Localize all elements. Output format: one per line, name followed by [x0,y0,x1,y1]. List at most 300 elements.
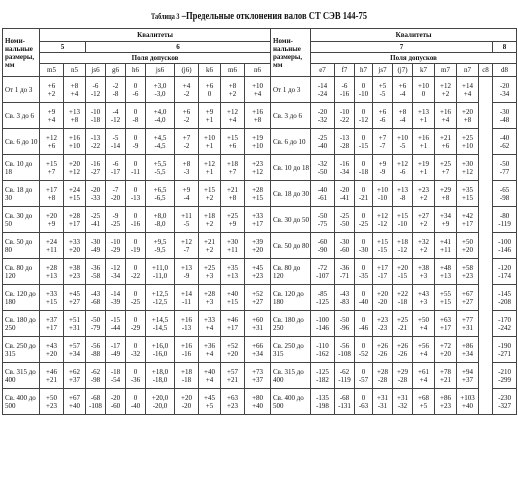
deviation-cell: -43 -83 [335,285,355,311]
deviation-cell: -100 -146 [311,311,335,337]
table-row [3,155,271,181]
field-label: (j7) [393,64,413,77]
nominal-size-cell: От 1 до 3 [3,77,40,103]
deviation-cell: +12 +4 [221,103,245,129]
deviation-cell: +10 -10 [373,181,393,207]
deviation-cell: -30 -60 [335,233,355,259]
table-row [3,363,271,389]
deviation-cell: +19 +10 [245,129,271,155]
deviation-cell: +86 +34 [457,337,479,363]
deviation-cell: +9 -9 [373,155,393,181]
deviation-cell: +103 +40 [457,389,479,415]
deviation-cell: 0 -25 [126,285,146,311]
deviation-cell: +22 -18 [393,285,413,311]
deviation-cell: 0 -46 [355,311,373,337]
qualitet-8: 8 [493,42,517,53]
nominal-size-cell: Св. 400 до 500 [271,389,311,415]
deviation-cell: +23 +2 [413,181,435,207]
deviation-cell: -7 -20 [106,181,126,207]
table-row [3,285,271,311]
deviation-cell: +38 +3 [413,259,435,285]
deviation-cell: +16 +8 [245,103,271,129]
deviation-cell: 0 -9 [126,129,146,155]
deviation-cell: +24 +11 [40,233,64,259]
deviation-cell: -230 -327 [493,389,517,415]
deviation-cell: 0 -63 [355,389,373,415]
deviation-cell: -56 -88 [86,337,106,363]
deviation-cell: +12,5 -12,5 [146,285,175,311]
deviation-cell: -10 -18 [86,103,106,129]
nominal-size-cell: Св. 50 до 80 [271,233,311,259]
right-deviation-table [270,28,517,415]
deviation-cell: +45 +5 [199,389,221,415]
deviation-cell: +11 -5 [175,207,199,233]
deviation-cell: -50 -96 [335,311,355,337]
deviation-cell: +46 +21 [40,363,64,389]
deviation-cell: -110 -162 [311,337,335,363]
field-label: d8 [493,64,517,77]
deviation-cell: +6 -4 [393,77,413,103]
deviation-cell: +17 -17 [373,259,393,285]
field-label: n6 [245,64,271,77]
deviation-cell: +15 +2 [199,181,221,207]
deviation-cell: +14 +4 [457,77,479,103]
deviation-cell: -16 -27 [86,155,106,181]
nominal-size-cell: Св. 50 до 80 [3,233,40,259]
deviation-cell: 0 -29 [126,311,146,337]
nominal-size-header: Номи- нальные размеры, мм [271,29,311,77]
deviation-cell: +12 +6 [40,129,64,155]
deviation-cell: +13 +8 [64,103,86,129]
deviation-cell: +15 +7 [40,155,64,181]
deviation-cell: +6 -2 [175,103,199,129]
deviation-cell: +63 +23 [221,389,245,415]
table-row [3,181,271,207]
table-row [3,207,271,233]
deviation-cell: +28 -28 [373,363,393,389]
deviation-cell: -40 -62 [493,129,517,155]
field-label: js6 [86,64,106,77]
field-label: m6 [221,64,245,77]
deviation-cell: -62 -98 [86,363,106,389]
deviation-cell: +34 +9 [435,207,457,233]
deviation-cell: +39 +20 [245,233,271,259]
field-label: k7 [413,64,435,77]
deviation-cell: +8 -4 [393,103,413,129]
deviation-cell: +73 +37 [245,363,271,389]
field-label: f7 [335,64,355,77]
field-label: (j6) [175,64,199,77]
deviation-cell: +50 +4 [413,311,435,337]
deviation-cell: 0 -36 [126,363,146,389]
deviation-cell: +19 +1 [413,155,435,181]
deviation-cell: -30 -49 [86,233,106,259]
field-label: c8 [479,64,493,77]
deviation-cell: +33 +4 [199,311,221,337]
deviation-cell: +18 -18 [175,363,199,389]
deviation-cell: -145 -208 [493,285,517,311]
field-label: m5 [40,64,64,77]
deviation-cell: -62 -119 [335,363,355,389]
deviation-cell: 0 -32 [126,337,146,363]
deviation-cell: -85 -125 [311,285,335,311]
deviation-cell: +6 0 [199,77,221,103]
qualitets-header: Квалитеты [311,29,517,42]
deviation-cell: +24 +15 [64,181,86,207]
deviation-cell: 0 -19 [126,233,146,259]
deviation-cell: +94 +37 [457,363,479,389]
deviation-cell: +12 -12 [373,207,393,233]
nominal-size-cell: Св. 400 до 500 [3,389,40,415]
deviation-cell: -12 -34 [106,259,126,285]
deviation-cell: 0 -13 [126,181,146,207]
deviation-cell: +30 +12 [457,155,479,181]
table-row [3,337,271,363]
deviation-cell: +40 +15 [221,285,245,311]
deviation-cell: -72 -107 [311,259,335,285]
deviation-cell: +13 -9 [175,259,199,285]
nominal-size-cell: Св. 18 до 30 [271,181,311,207]
deviation-cell: +13 +1 [413,103,435,129]
deviation-cell: +3,0 -3,0 [146,77,175,103]
deviation-cell: +28 +13 [40,259,64,285]
deviation-cell: -60 -90 [311,233,335,259]
deviation-cell: +18 +2 [199,207,221,233]
deviation-cell: +56 +4 [413,337,435,363]
nominal-size-cell: Св. 120 до 180 [3,285,40,311]
deviation-cell: +86 +23 [435,389,457,415]
deviation-cell: -10 -22 [335,103,355,129]
deviation-cell: -16 -34 [335,155,355,181]
deviation-cell: +33 +15 [40,285,64,311]
deviation-cell: -100 -146 [493,233,517,259]
deviation-cell: +46 +17 [221,311,245,337]
tolerance-fields-header: Поля допусков [311,53,517,64]
deviation-cell: +40 +4 [199,363,221,389]
table-row [271,77,517,103]
table-title [57,10,461,22]
table-number: Таблица 3 [150,12,180,21]
see-pages-note [479,77,493,415]
field-label: js7 [373,64,393,77]
deviation-cell: -6 -12 [86,77,106,103]
deviation-cell: +4 -2 [175,77,199,103]
deviation-cell: +20 -20 [175,389,199,415]
deviation-cell: +30 +11 [221,233,245,259]
deviation-cell: +32 +2 [413,233,435,259]
deviation-cell: -10 -29 [106,233,126,259]
nominal-size-cell: Св. 6 до 10 [3,129,40,155]
deviation-cell: +68 +5 [413,389,435,415]
deviation-cell: -50 -75 [311,207,335,233]
deviation-cell: +21 +2 [199,233,221,259]
deviation-cell: -25 -50 [335,207,355,233]
qualitets-header: Квалитеты [40,29,271,42]
deviation-cell: +28 +17 [64,207,86,233]
deviation-cell: 0 -18 [355,155,373,181]
deviation-cell: +18 +7 [221,155,245,181]
deviation-cell: +43 +3 [413,285,435,311]
deviation-cell: -80 -119 [493,207,517,233]
deviation-cell: 0 -10 [355,77,373,103]
deviation-cell: +20,0 -20,0 [146,389,175,415]
deviation-cell: +10 -5 [393,129,413,155]
deviation-cell: +28 +3 [199,285,221,311]
deviation-cell: +25 +7 [435,155,457,181]
deviation-cell: +17 +8 [40,181,64,207]
nominal-size-cell: Св. 250 до 315 [271,337,311,363]
nominal-size-cell: Св. 30 до 50 [271,207,311,233]
deviation-cell: -25 -40 [311,129,335,155]
deviation-cell: -20 -33 [86,181,106,207]
deviation-cell: 0 -30 [355,233,373,259]
deviation-cell: +12 +2 [435,77,457,103]
nominal-size-cell: Св. 120 до 180 [271,285,311,311]
deviation-cell: -68 -108 [86,389,106,415]
deviation-cell: -56 -108 [335,337,355,363]
deviation-cell: +7 -7 [373,129,393,155]
field-label: n7 [457,64,479,77]
deviation-cell: +78 +21 [435,363,457,389]
deviation-cell: -13 -28 [335,129,355,155]
deviation-cell: +9 +4 [40,103,64,129]
nominal-size-cell: От 1 до 3 [271,77,311,103]
deviation-cell: 0 -16 [126,207,146,233]
deviation-cell: -36 -71 [335,259,355,285]
nominal-size-cell: Св. 315 до 400 [3,363,40,389]
table-row [3,233,271,259]
deviation-cell: -18 -54 [106,363,126,389]
table-caption: –Предельные отклонения валов СТ СЭВ 144-75 [179,10,368,22]
deviation-cell: +15 -10 [393,207,413,233]
deviation-cell: +4,0 -4,0 [146,103,175,129]
deviation-cell: +31 -32 [393,389,413,415]
deviation-cell: +20 -20 [373,285,393,311]
deviation-cell: +10 +4 [245,77,271,103]
deviation-cell: -14 -39 [106,285,126,311]
nominal-size-cell: Св. 180 до 250 [271,311,311,337]
deviation-cell: +67 +27 [457,285,479,311]
deviation-cell: +15 -15 [373,233,393,259]
deviation-cell: +25 +10 [457,129,479,155]
deviation-cell: +15 +6 [221,129,245,155]
deviation-cell: +8 +4 [64,77,86,103]
deviation-cell: +58 +23 [457,259,479,285]
deviation-cell: +8 -3 [175,155,199,181]
deviation-cell: +52 +27 [245,285,271,311]
deviation-cell: -9 -25 [106,207,126,233]
table-row [3,103,271,129]
deviation-cell: +77 +31 [457,311,479,337]
deviation-cell: +16 +10 [64,129,86,155]
deviation-cell: +28 +15 [245,181,271,207]
deviation-cell: +57 +34 [64,337,86,363]
deviation-cell: -120 -174 [493,259,517,285]
deviation-cell: +8 +2 [221,77,245,103]
deviation-cell: 0 -57 [355,363,373,389]
deviation-cell: +26 -26 [393,337,413,363]
right-table-body [271,29,517,415]
qualitet-6: 6 [86,42,271,53]
deviation-cell: +29 +8 [435,181,457,207]
deviation-cell: +43 +20 [40,337,64,363]
nominal-size-cell: Св. 3 до 6 [271,103,311,129]
deviation-cell: +31 -31 [373,389,393,415]
nominal-size-cell: Св. 250 до 315 [3,337,40,363]
deviation-cell: +16,0 -16,0 [146,337,175,363]
deviation-cell: 0 -40 [355,285,373,311]
field-label: h6 [126,64,146,77]
field-label: g6 [106,64,126,77]
deviation-cell: +62 +37 [64,363,86,389]
deviation-cell: -25 -41 [86,207,106,233]
deviation-cell: -20 -34 [493,77,517,103]
deviation-cell: +23 +12 [245,155,271,181]
deviation-cell: +5,5 -5,5 [146,155,175,181]
deviation-cell: +20 +12 [64,155,86,181]
deviation-cell: -5 -14 [106,129,126,155]
deviation-cell: +29 -28 [393,363,413,389]
deviation-cell: -4 -12 [106,103,126,129]
qualitet-7: 7 [311,42,493,53]
deviation-cell: +26 -26 [373,337,393,363]
deviation-cell: +37 +17 [40,311,64,337]
deviation-cell: +14,5 -14,5 [146,311,175,337]
nominal-size-cell: Св. 3 до 6 [3,103,40,129]
deviation-cell: +10 0 [413,77,435,103]
deviation-cell: -125 -182 [311,363,335,389]
deviation-cell: +7 -2 [175,129,199,155]
deviation-cell: +4,5 -4,5 [146,129,175,155]
nominal-size-cell: Св. 315 до 400 [271,363,311,389]
field-label: k6 [199,64,221,77]
deviation-cell: +18 -12 [393,233,413,259]
deviation-cell: -20 -32 [311,103,335,129]
deviation-cell: +16 +1 [413,129,435,155]
deviation-cell: +9 +1 [199,103,221,129]
deviation-cell: +8,0 -8,0 [146,207,175,233]
deviation-cell: 0 -35 [355,259,373,285]
deviation-cell: -2 -8 [106,77,126,103]
deviation-cell: -170 -242 [493,311,517,337]
deviation-cell: 0 -22 [126,259,146,285]
left-deviation-table [2,28,271,415]
deviation-cell: +18,0 -18,0 [146,363,175,389]
deviation-cell: +38 +23 [64,259,86,285]
deviation-cell: 0 -12 [355,103,373,129]
deviation-cell: +6 -6 [373,103,393,129]
deviation-cell: +21 +8 [221,181,245,207]
deviation-cell: +12 +1 [199,155,221,181]
deviation-cell: +16 -13 [175,311,199,337]
deviation-cell: -135 -198 [311,389,335,415]
deviation-cell: 0 -52 [355,337,373,363]
nominal-size-cell: Св. 80 до 120 [271,259,311,285]
deviation-cell: -13 -22 [86,129,106,155]
nominal-size-cell: Св. 10 до 18 [3,155,40,181]
deviation-cell: 0 -8 [126,103,146,129]
tolerance-fields-header: Поля допусков [40,53,271,64]
field-label: e7 [311,64,335,77]
deviation-cell: +66 +34 [245,337,271,363]
table-row [3,129,271,155]
deviation-cell: +41 +11 [435,233,457,259]
field-label: h7 [355,64,373,77]
deviation-cell: -68 -131 [335,389,355,415]
deviation-cell: -30 -48 [493,103,517,129]
deviation-cell: -15 -44 [106,311,126,337]
deviation-cell: +10 +1 [199,129,221,155]
deviation-cell: -210 -299 [493,363,517,389]
deviation-cell: +25 +9 [221,207,245,233]
deviation-cell: +51 +31 [64,311,86,337]
deviation-cell: -20 -41 [335,181,355,207]
deviation-cell: -6 -16 [335,77,355,103]
deviation-cell: +48 +13 [435,259,457,285]
deviation-cell: +50 +23 [40,389,64,415]
nominal-size-cell: Св. 10 до 18 [271,155,311,181]
left-table-body [3,29,271,415]
deviation-cell: +25 +3 [199,259,221,285]
deviation-cell: +55 +15 [435,285,457,311]
table-row [3,259,271,285]
deviation-cell: +14 -11 [175,285,199,311]
deviation-cell: +50 +20 [457,233,479,259]
table-row [3,77,271,103]
deviation-cell: -17 -49 [106,337,126,363]
deviation-cell: 0 -11 [126,155,146,181]
deviation-cell: -20 -60 [106,389,126,415]
deviation-cell: +20 -15 [393,259,413,285]
deviation-cell: +6 +2 [40,77,64,103]
deviation-cell: -50 -77 [493,155,517,181]
deviation-cell: +9 -4 [175,181,199,207]
deviation-cell: 0 -25 [355,207,373,233]
nominal-size-cell: Св. 18 до 30 [3,181,40,207]
deviation-cell: 0 -15 [355,129,373,155]
deviation-cell: +16 -16 [175,337,199,363]
table-row [3,311,271,337]
deviation-cell: +45 +27 [64,285,86,311]
deviation-cell: +35 +13 [221,259,245,285]
deviation-cell: 0 -6 [126,77,146,103]
deviation-cell: +60 +31 [245,311,271,337]
nominal-size-cell: Св. 30 до 50 [3,207,40,233]
nominal-size-cell: Св. 80 до 120 [3,259,40,285]
deviation-cell: +52 +20 [221,337,245,363]
deviation-cell: +9,5 -9,5 [146,233,175,259]
nominal-size-cell: Св. 180 до 250 [3,311,40,337]
deviation-cell: -65 -98 [493,181,517,207]
deviation-cell: +57 +21 [221,363,245,389]
deviation-cell: +20 +8 [457,103,479,129]
deviation-cell: +45 +23 [245,259,271,285]
deviation-cell: +12 -7 [175,233,199,259]
deviation-cell: +33 +20 [64,233,86,259]
deviation-cell: +42 +17 [457,207,479,233]
field-label: m7 [435,64,457,77]
deviation-cell: +23 -23 [373,311,393,337]
deviation-cell: 0 -21 [355,181,373,207]
field-label: js6 [146,64,175,77]
deviation-cell: -36 -58 [86,259,106,285]
deviation-cell: +33 +17 [245,207,271,233]
deviation-cell: -190 -271 [493,337,517,363]
deviation-cell: +63 +17 [435,311,457,337]
nominal-size-cell: Св. 6 до 10 [271,129,311,155]
deviation-cell: +67 +40 [64,389,86,415]
deviation-cell: +35 +15 [457,181,479,207]
